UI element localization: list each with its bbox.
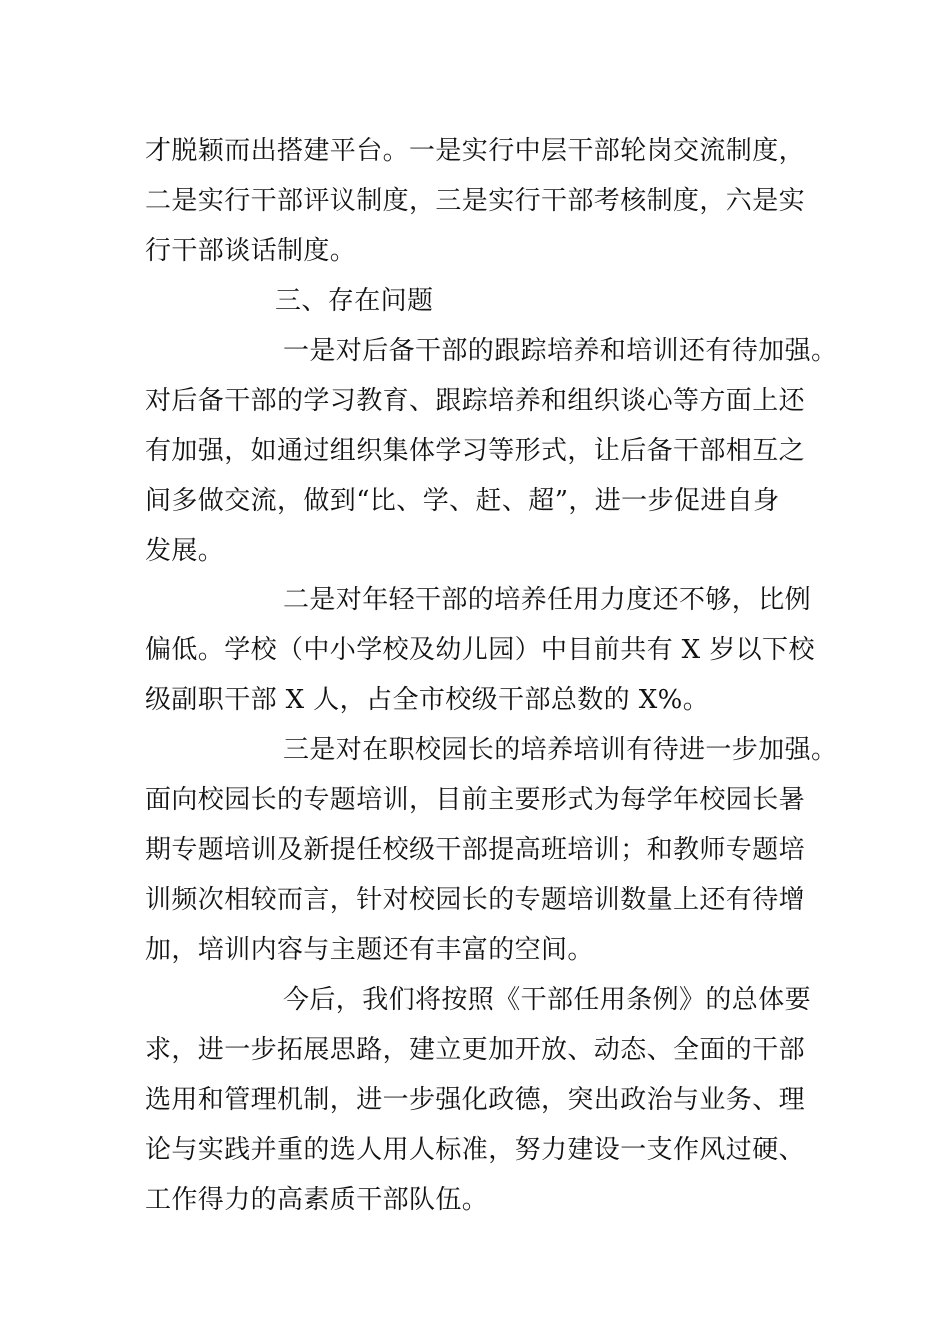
body-text-line: 二是实行干部评议制度，三是实行干部考核制度，六是实 <box>145 186 806 216</box>
body-text-line: 期专题培训及新提任校级干部提高班培训；和教师专题培 <box>145 835 806 865</box>
body-text-line: 发展。 <box>145 536 225 566</box>
paragraph-lead-line: 二是对年轻干部的培养任用力度还不够，比例 <box>283 585 812 615</box>
body-text-line: 选用和管理机制，进一步强化政德，突出政治与业务、理 <box>145 1085 806 1115</box>
body-text-line: 级副职干部 X 人，占全市校级干部总数的 X%。 <box>145 685 710 715</box>
body-text-line: 求，进一步拓展思路，建立更加开放、动态、全面的干部 <box>145 1035 806 1065</box>
section-heading: 三、存在问题 <box>275 286 434 316</box>
paragraph-lead-line: 三是对在职校园长的培养培训有待进一步加强。 <box>283 735 838 765</box>
body-text-line: 偏低。学校（中小学校及幼儿园）中目前共有 X 岁以下校 <box>145 635 815 665</box>
body-text-line: 加，培训内容与主题还有丰富的空间。 <box>145 935 594 965</box>
body-text-line: 训频次相较而言，针对校园长的专题培训数量上还有待增 <box>145 885 806 915</box>
body-text-line: 对后备干部的学习教育、跟踪培养和组织谈心等方面上还 <box>145 386 806 416</box>
body-text-line: 论与实践并重的选人用人标准，努力建设一支作风过硬、 <box>145 1135 806 1165</box>
body-text-line: 行干部谈话制度。 <box>145 236 357 266</box>
paragraph-lead-line: 今后，我们将按照《干部任用条例》的总体要 <box>283 985 812 1015</box>
paragraph-lead-line: 一是对后备干部的跟踪培养和培训还有待加强。 <box>283 336 838 366</box>
body-text-line: 才脱颖而出搭建平台。一是实行中层干部轮岗交流制度， <box>145 136 806 166</box>
body-text-line: 面向校园长的专题培训，目前主要形式为每学年校园长暑 <box>145 785 806 815</box>
body-text-line: 工作得力的高素质干部队伍。 <box>145 1185 489 1215</box>
body-text-line: 间多做交流，做到“比、学、赶、超”，进一步促进自身 <box>145 486 780 516</box>
body-text-line: 有加强，如通过组织集体学习等形式，让后备干部相互之 <box>145 436 806 466</box>
